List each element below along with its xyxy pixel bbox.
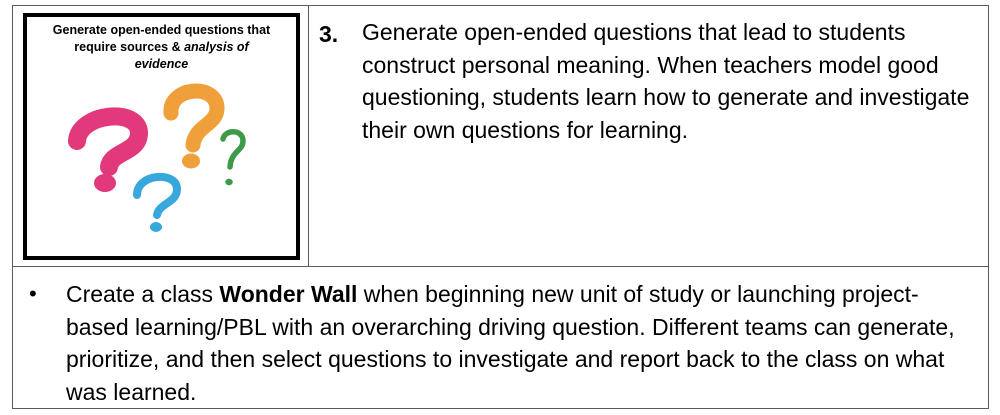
item-number: 3. xyxy=(319,21,339,47)
bullet-icon: • xyxy=(29,281,37,306)
description-cell xyxy=(309,6,988,266)
strategy-row xyxy=(13,6,988,267)
image-cell xyxy=(13,6,309,266)
pink-question-mark-hook xyxy=(77,116,139,167)
tip-text-end: when beginning new unit of study or launching project-based learning/PBL with an overarching driving question. Different teams can generate, prioritize, and then select questions to investigate and report back to the class on what was learned. xyxy=(66,281,955,405)
blue-question-mark-icon xyxy=(137,177,177,232)
green-question-mark-icon xyxy=(223,132,243,185)
tip-row xyxy=(13,267,988,408)
caption-line-2-plain: require sources & xyxy=(74,40,185,54)
pink-question-mark-icon xyxy=(77,116,139,192)
tip-text xyxy=(66,278,966,408)
strategy-table xyxy=(12,5,989,409)
blue-question-mark-hook xyxy=(137,177,177,215)
tip-text-start: Create a class xyxy=(66,281,220,307)
illustration-caption xyxy=(31,22,292,73)
caption-line-3: evidence xyxy=(134,57,189,71)
green-question-mark-hook xyxy=(223,132,243,167)
orange-question-mark-dot xyxy=(182,154,200,169)
questions-illustration xyxy=(23,13,300,260)
pink-question-mark-dot xyxy=(94,174,116,192)
caption-line-2-italic: analysis of xyxy=(184,40,249,54)
blue-question-mark-dot xyxy=(150,222,162,232)
caption-line-2 xyxy=(31,39,292,56)
orange-question-mark-hook xyxy=(171,91,217,145)
green-question-mark-dot xyxy=(225,179,233,185)
caption-line-1: Generate open-ended questions that xyxy=(52,23,271,37)
orange-question-mark-icon xyxy=(171,91,217,168)
item-description: Generate open-ended questions that lead to students construct personal meaning. When teachers model good questioning, students learn how to generate and investigate their own questions for learning. xyxy=(362,19,970,143)
wonder-wall-label: Wonder Wall xyxy=(219,281,358,307)
